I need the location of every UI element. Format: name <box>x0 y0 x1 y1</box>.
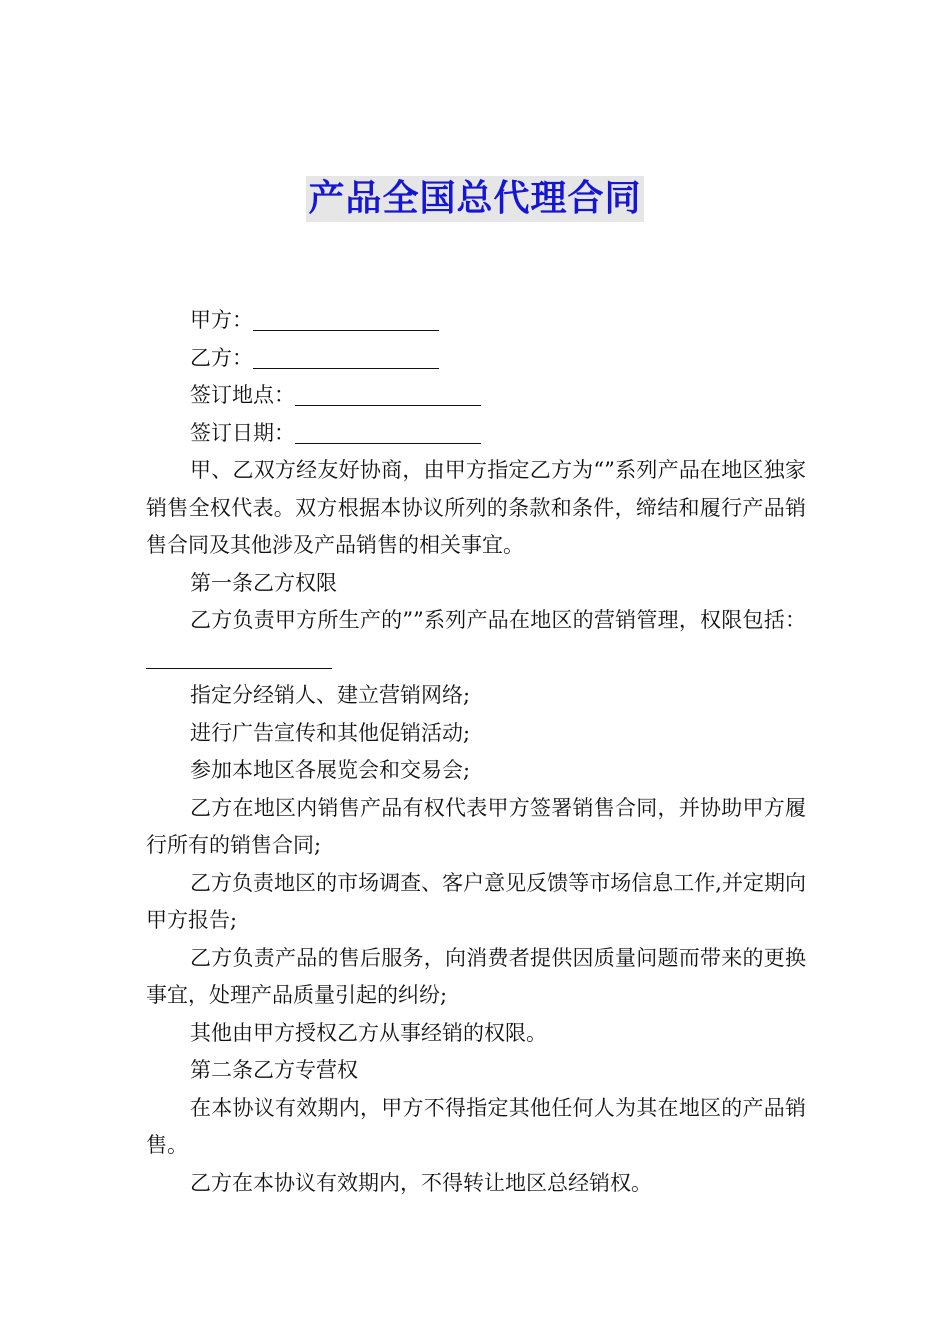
party-a-blank <box>253 308 439 331</box>
signing-date-blank <box>295 421 481 444</box>
article1-item-6: 乙方负责产品的售后服务，向消费者提供因质量问题而带来的更换事宜，处理产品质量引起的纠纷; <box>146 945 806 1007</box>
party-b-line <box>146 340 806 378</box>
article1-blank <box>146 646 332 669</box>
signing-place-label: 签订地点： <box>190 383 295 407</box>
article2-heading: 第二条乙方专营权 <box>190 1058 358 1082</box>
article1-item-5: 乙方负责地区的市场调查、客户意见反馈等市场信息工作,并定期向甲方报告; <box>146 870 806 932</box>
signing-date-line <box>146 415 806 453</box>
article1-item-1: 指定分经销人、建立营销网络; <box>190 683 471 707</box>
party-b-blank <box>253 346 439 369</box>
article1-item-2: 进行广告宣传和其他促销活动; <box>190 720 471 745</box>
title-container <box>0 176 950 222</box>
article1-text-line <box>146 602 806 677</box>
document-title: 产品全国总代理合同 <box>306 176 643 222</box>
signing-place-blank <box>295 383 481 406</box>
article1-item-7: 其他由甲方授权乙方从事经销的权限。 <box>190 1020 547 1045</box>
article1-text: 乙方负责甲方所生产的””系列产品在地区的营销管理，权限包括： <box>190 608 806 632</box>
article1-item-4: 乙方在地区内销售产品有权代表甲方签署销售合同，并协助甲方履行所有的销售合同; <box>146 795 806 857</box>
intro-paragraph: 甲、乙双方经友好协商，由甲方指定乙方为“”系列产品在地区独家销售全权代表。双方根据本协议所列的条款和条件，缔结和履行产品销售合同及其他涉及产品销售的相关事宜。 <box>146 458 806 557</box>
article2-paragraph-1: 在本协议有效期内，甲方不得指定其他任何人为其在地区的产品销售。 <box>146 1095 806 1157</box>
party-a-label: 甲方： <box>190 308 253 332</box>
signing-place-line <box>146 377 806 415</box>
contract-body <box>146 302 806 1202</box>
party-b-label: 乙方： <box>190 345 253 370</box>
signing-date-label: 签订日期： <box>190 420 295 445</box>
article1-item-3: 参加本地区各展览会和交易会; <box>190 758 471 782</box>
party-a-line <box>146 302 806 340</box>
article1-heading: 第一条乙方权限 <box>190 570 337 595</box>
article2-paragraph-2: 乙方在本协议有效期内，不得转让地区总经销权。 <box>190 1170 652 1195</box>
